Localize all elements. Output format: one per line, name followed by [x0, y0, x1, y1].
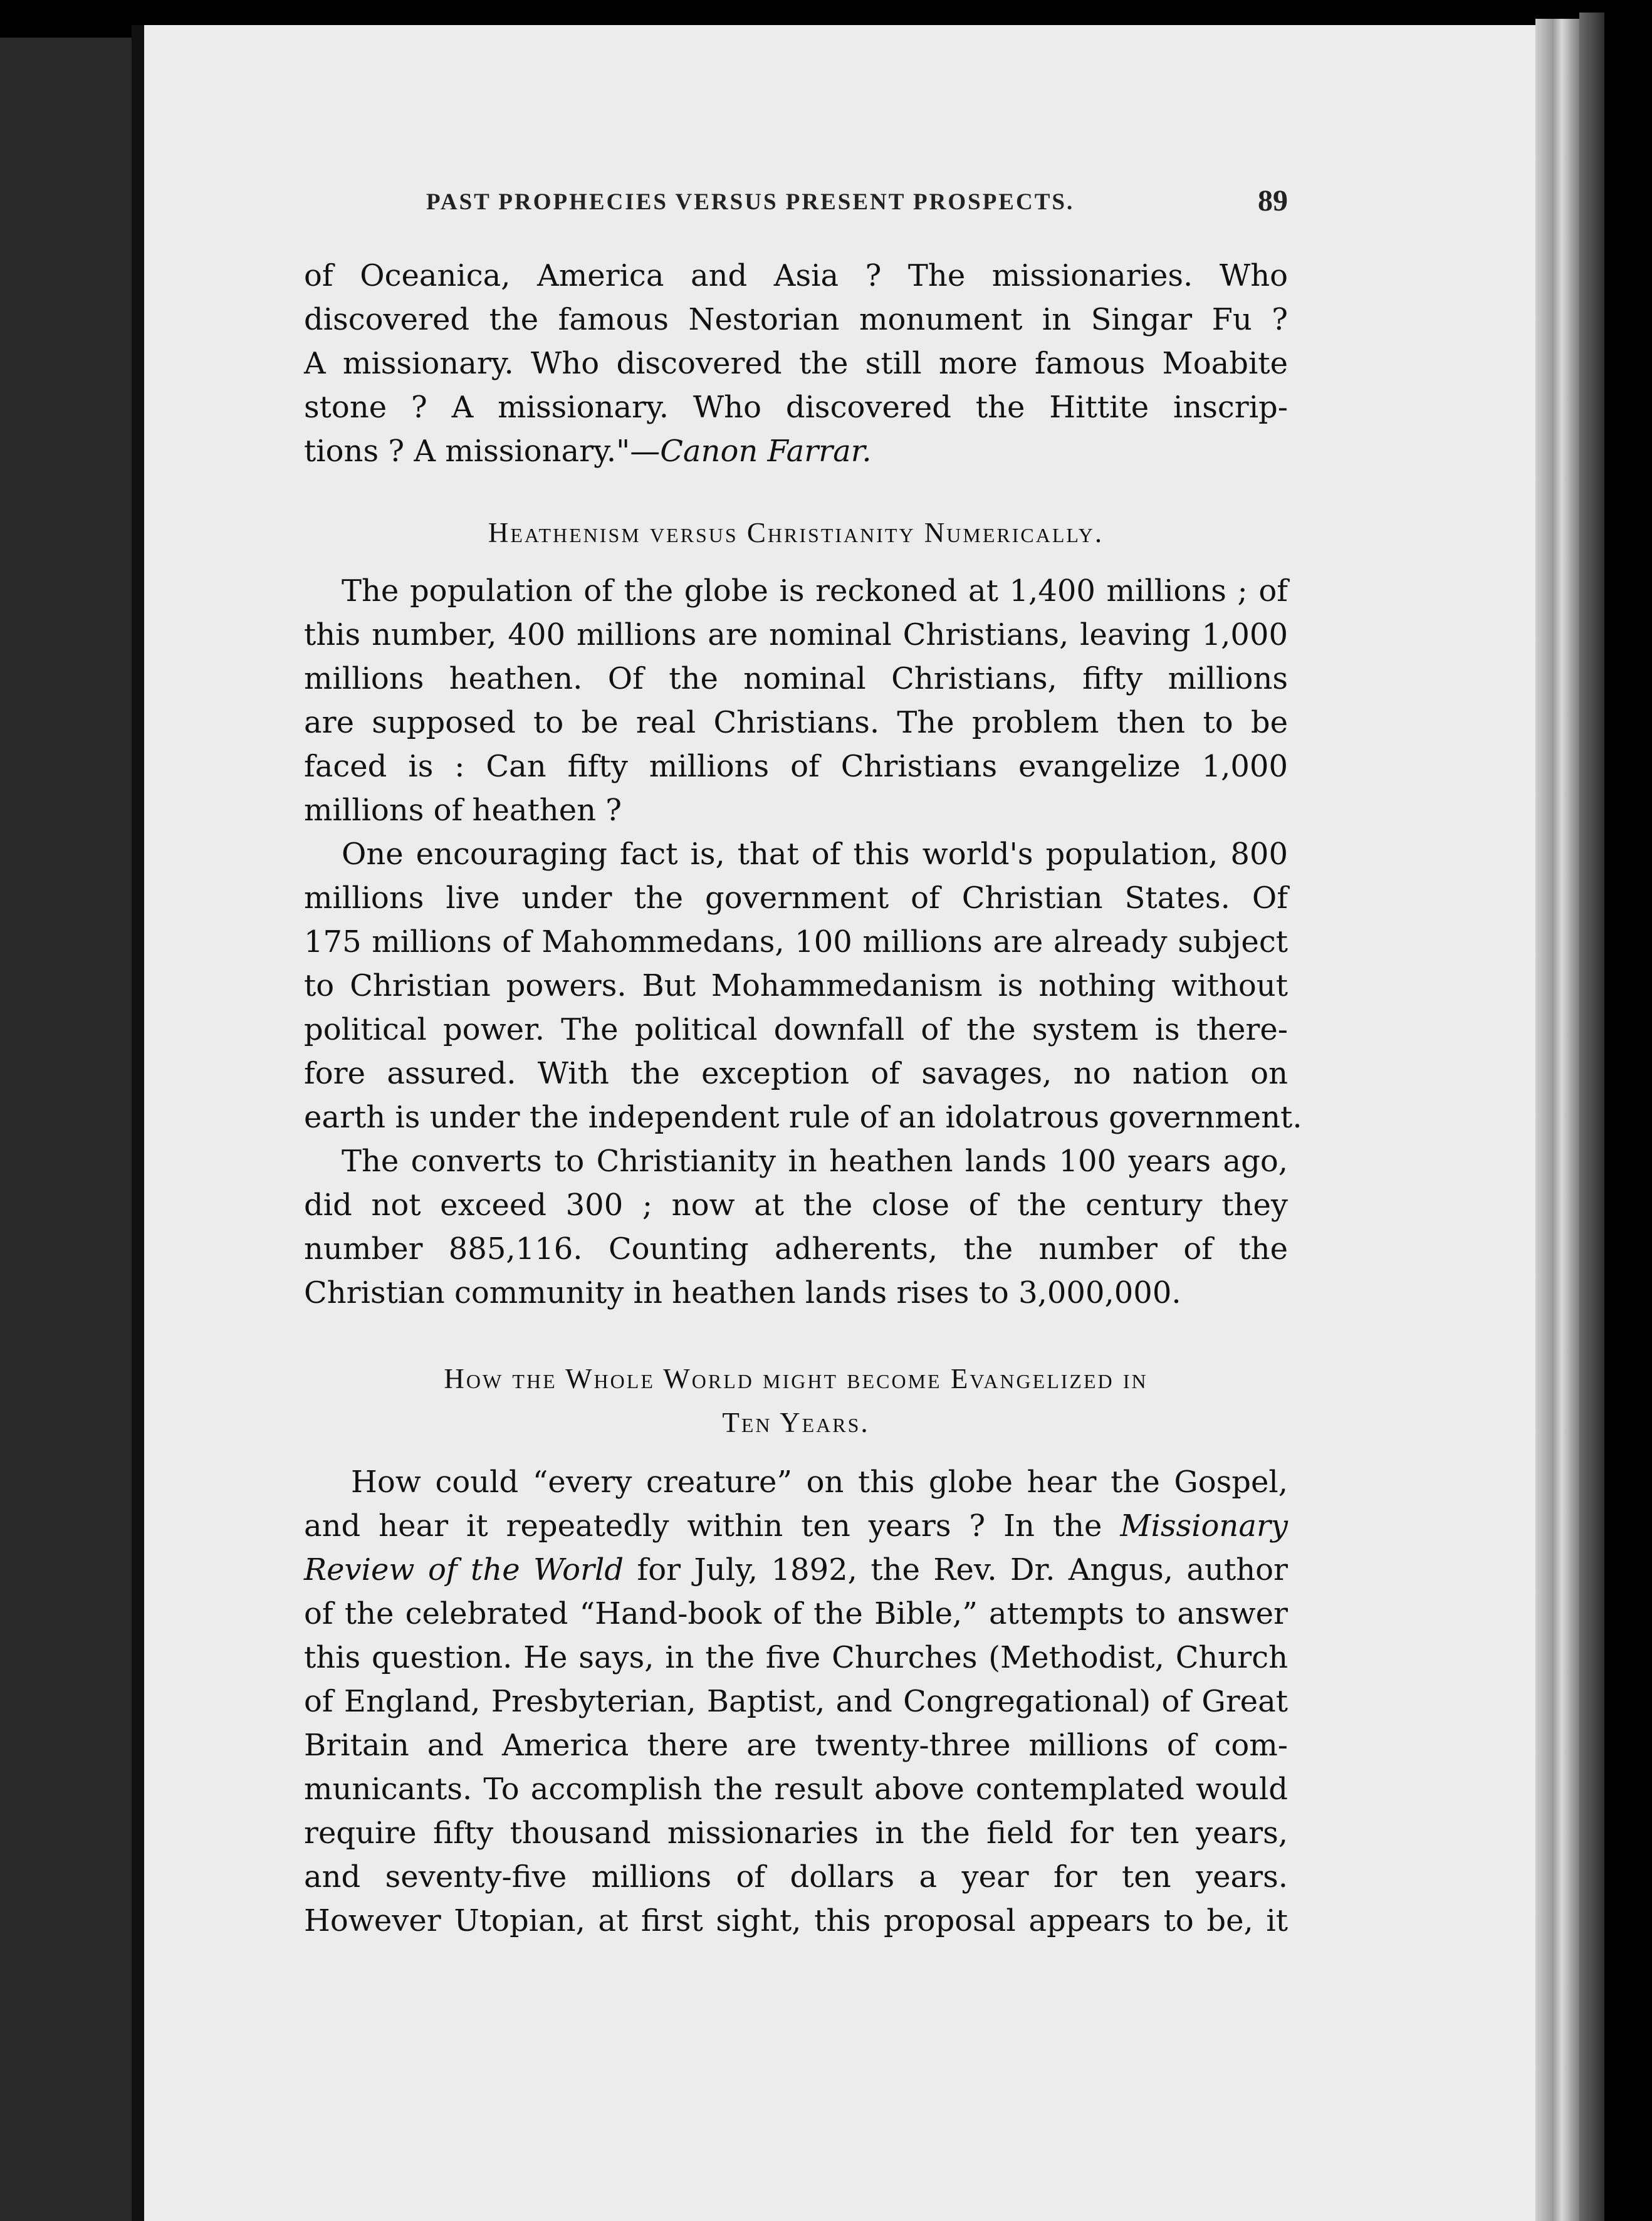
text-line: However Utopian, at first sight, this proposal appears to be, it [304, 1903, 1288, 1938]
running-title: PAST PROPHECIES VERSUS PRESENT PROSPECTS. [426, 189, 1075, 215]
text-line: are supposed to be real Christians. The problem then to be [304, 705, 1288, 740]
text-line: 175 millions of Mahommedans, 100 millions are already subject [304, 924, 1288, 959]
attribution: Canon Farrar. [660, 434, 872, 469]
text-line: municants. To accomplish the result above contemplated would [304, 1772, 1288, 1807]
text-line: One encouraging fact is, that of this world's population, 800 [342, 837, 1288, 872]
text-line: to Christian powers. But Mohammedanism is nothing without [304, 968, 1288, 1003]
text-line: political power. The political downfall of the system is there- [304, 1012, 1288, 1047]
quote-end: tions ? A missionary."— [304, 434, 661, 469]
text-line: this question. He says, in the five Churches (Methodist, Church [304, 1640, 1288, 1675]
text-line: did not exceed 300 ; now at the close of the century they [304, 1188, 1288, 1223]
journal-title: Review of the World [304, 1552, 624, 1587]
text-span: for July, 1892, the Rev. Dr. Angus, author [637, 1552, 1288, 1587]
book-gutter [132, 25, 144, 2221]
text-line: fore assured. With the exception of savages, no nation on [304, 1056, 1288, 1091]
text-line: How could “every creature” on this globe hear the Gospel, [351, 1465, 1288, 1500]
text-line: millions heathen. Of the nominal Christians, fifty millions [304, 661, 1288, 696]
book-cover-edge [1579, 13, 1604, 2221]
text-line [304, 1504, 1288, 1548]
section-heading: Heathenism versus Christianity Numerically. [488, 517, 1104, 548]
page-number: 89 [1258, 184, 1288, 217]
text-line: The converts to Christianity in heathen lands 100 years ago, [342, 1144, 1288, 1179]
text-line: number 885,116. Counting adherents, the number of the [304, 1231, 1288, 1267]
section-heading: How the Whole World might become Evangelized in [444, 1363, 1148, 1394]
text-line: Britain and America there are twenty-three millions of com- [304, 1728, 1288, 1763]
text-line: of the celebrated “Hand-book of the Bible,” attempts to answer [304, 1596, 1288, 1631]
text-line: this number, 400 millions are nominal Christians, leaving 1,000 [304, 617, 1288, 652]
text-line: faced is : Can fifty millions of Christians evangelize 1,000 [304, 749, 1288, 784]
text-line: stone ? A missionary. Who discovered the Hittite inscrip- [304, 390, 1288, 425]
text-line [304, 429, 872, 473]
text-line: A missionary. Who discovered the still more famous Moabite [304, 346, 1288, 381]
text-line: millions of heathen ? [304, 793, 622, 828]
text-line [304, 1548, 1288, 1592]
text-line: require fifty thousand missionaries in the field for ten years, [304, 1816, 1288, 1851]
running-head [426, 184, 1288, 227]
text-line: of Oceanica, America and Asia ? The missionaries. Who [304, 258, 1288, 293]
text-line: Christian community in heathen lands rises to 3,000,000. [304, 1275, 1181, 1310]
text-span: and hear it repeatedly within ten years ? In the [304, 1508, 1102, 1544]
text-line: The population of the globe is reckoned at 1,400 millions ; of [342, 573, 1288, 609]
text-line: discovered the famous Nestorian monument in Singar Fu ? [304, 302, 1288, 337]
facing-page-edge [0, 38, 132, 2221]
text-line: and seventy-five millions of dollars a year for ten years. [304, 1859, 1288, 1894]
text-line: of England, Presbyterian, Baptist, and Congregational) of Great [304, 1684, 1288, 1719]
page-stack-edge [1535, 19, 1579, 2221]
journal-title: Missionary [1120, 1508, 1288, 1544]
text-line: earth is under the independent rule of an idolatrous government. [304, 1100, 1302, 1135]
text-line: millions live under the government of Christian States. Of [304, 881, 1288, 916]
section-heading-continued: Ten Years. [722, 1407, 870, 1438]
